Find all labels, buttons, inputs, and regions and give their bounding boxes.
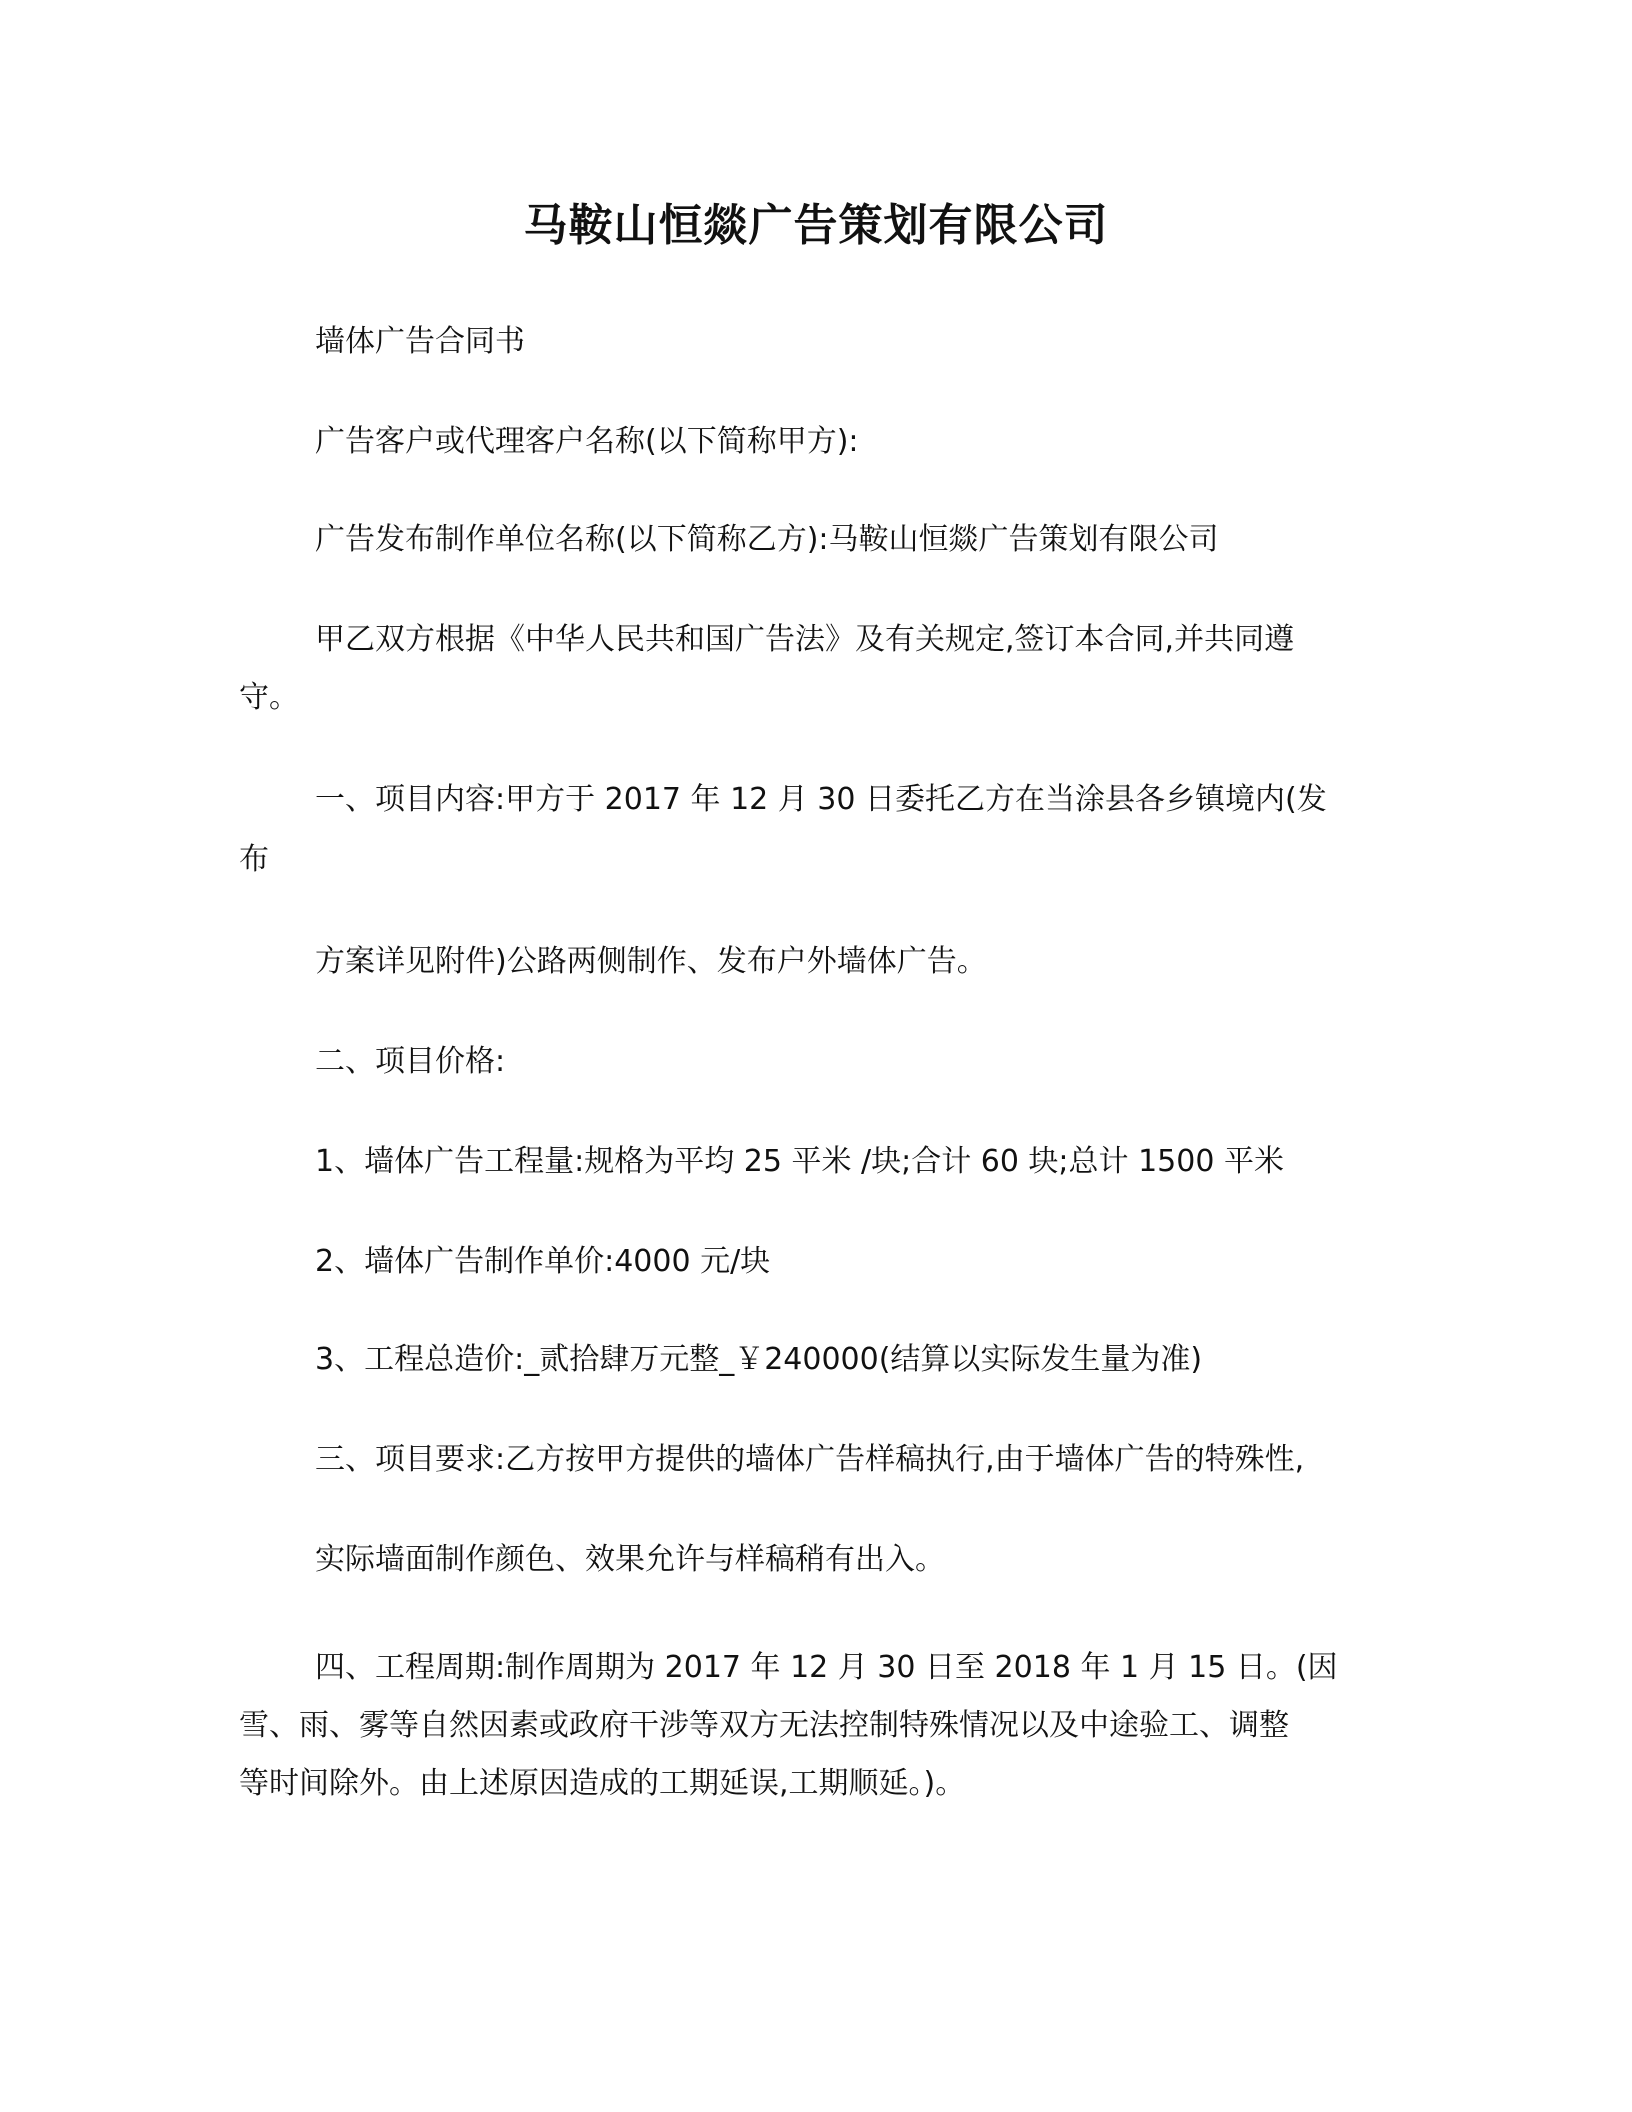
- company-title: 马鞍山恒燚广告策划有限公司: [523, 200, 1109, 251]
- party-b-line: 广告发布制作单位名称(以下简称乙方):马鞍山恒燚广告策划有限公司: [315, 522, 1219, 557]
- price-item-3: 3、工程总造价:_贰拾肆万元整_￥240000(结算以实际发生量为准): [315, 1342, 1203, 1377]
- item-one-line-1: 一、项目内容:甲方于 2017 年 12 月 30 日委托乙方在当涂县各乡镇境内(发: [315, 782, 1327, 817]
- contract-heading: 墙体广告合同书: [315, 324, 525, 359]
- price-item-1: 1、墙体广告工程量:规格为平均 25 平米 /块;合计 60 块;总计 1500 平米: [315, 1144, 1284, 1179]
- preamble-line-2: 守。: [239, 680, 299, 715]
- price-item-2: 2、墙体广告制作单价:4000 元/块: [315, 1244, 771, 1279]
- party-a-line: 广告客户或代理客户名称(以下简称甲方):: [315, 424, 859, 459]
- item-two-heading: 二、项目价格:: [315, 1044, 506, 1079]
- item-four-line-2: 雪、雨、雾等自然因素或政府干涉等双方无法控制特殊情况以及中途验工、调整: [239, 1708, 1289, 1743]
- item-one-line-3: 方案详见附件)公路两侧制作、发布户外墙体广告。: [315, 944, 987, 979]
- preamble-line-1: 甲乙双方根据《中华人民共和国广告法》及有关规定,签订本合同,并共同遵: [315, 622, 1295, 657]
- item-three-line-2: 实际墙面制作颜色、效果允许与样稿稍有出入。: [315, 1542, 945, 1577]
- item-three-line-1: 三、项目要求:乙方按甲方提供的墙体广告样稿执行,由于墙体广告的特殊性,: [315, 1442, 1305, 1477]
- item-four-line-1: 四、工程周期:制作周期为 2017 年 12 月 30 日至 2018 年 1 月 15 日。(因: [315, 1650, 1338, 1685]
- item-four-line-3: 等时间除外。由上述原因造成的工期延误,工期顺延。)。: [239, 1766, 966, 1801]
- item-one-line-2: 布: [239, 842, 269, 877]
